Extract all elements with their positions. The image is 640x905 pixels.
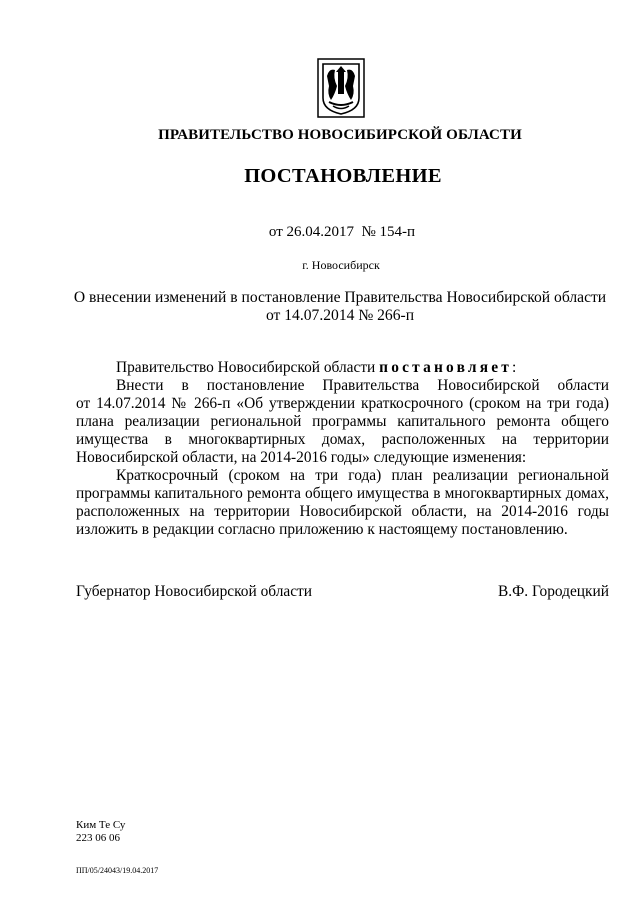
subject-line: О внесении изменений в постановление Правительства Новосибирской области — [73, 289, 607, 306]
date-number: от 26.04.2017 № 154-п — [268, 224, 416, 240]
paragraph-line: Внести в постановление Правительства Новосибирской области — [116, 377, 609, 394]
executor-name: Ким Те Су — [76, 819, 126, 831]
document-body — [76, 359, 609, 539]
intro-prefix: Правительство Новосибирской области — [116, 359, 376, 376]
paragraph-line: программы капитального ремонта общего имущества в многоквартирных домах, — [76, 485, 609, 502]
paragraph-line: изложить в редакции согласно приложению к настоящему постановлению. — [76, 521, 568, 538]
coat-of-arms-icon — [317, 58, 365, 118]
city: г. Новосибирск — [302, 258, 380, 272]
decree-keyword: постановляет — [379, 359, 513, 376]
intro-line — [76, 359, 609, 377]
paragraph-line: Краткосрочный (сроком на три года) план реализации региональной — [116, 467, 609, 484]
document-subject — [40, 289, 640, 325]
paragraph-line: плана реализации региональной программы капитального ремонта общего — [76, 413, 609, 430]
signatory-name: В.Ф. Городецкий — [497, 583, 609, 600]
document-id: ПП/05/24043/19.04.2017 — [76, 866, 159, 875]
paragraph-line: от 14.07.2014 № 266-п «Об утверждении краткосрочного (сроком на три года) — [76, 395, 609, 412]
intro-suffix: : — [512, 359, 517, 376]
paragraph-line: расположенных на территории Новосибирской области, на 2014-2016 годы — [76, 503, 609, 520]
executor-info — [76, 819, 125, 845]
subject-line: от 14.07.2014 № 266-п — [265, 307, 415, 324]
organization-title: ПРАВИТЕЛЬСТВО НОВОСИБИРСКОЙ ОБЛАСТИ — [158, 127, 522, 143]
executor-phone: 223 06 06 — [76, 832, 120, 844]
paragraph-line: имущества в многоквартирных домах, расположенных на территории — [76, 431, 609, 448]
signatory-position: Губернатор Новосибирской области — [76, 583, 313, 600]
paragraph-line: Новосибирской области, на 2014-2016 годы» следующие изменения: — [76, 449, 527, 466]
document-type: ПОСТАНОВЛЕНИЕ — [244, 165, 442, 187]
